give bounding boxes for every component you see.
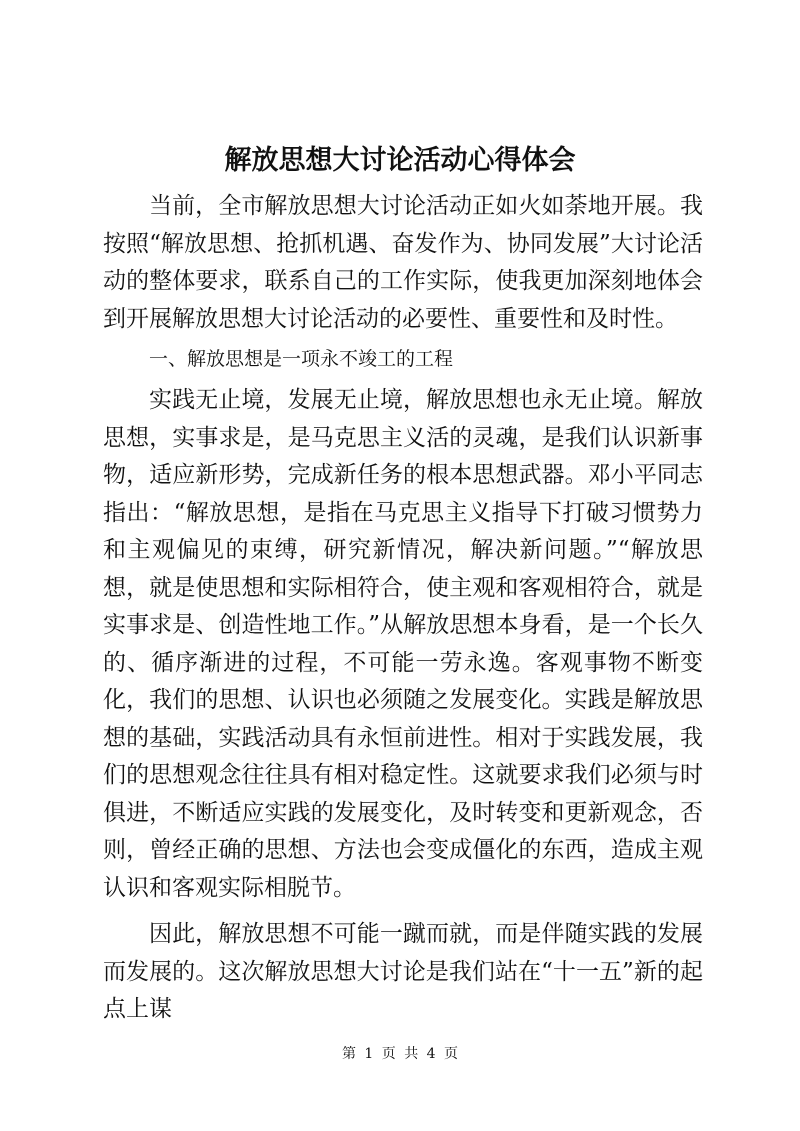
document-body (103, 188, 703, 1029)
body-paragraph-2: 因此，解放思想不可能一蹴而就，而是伴随实践的发展而发展的。这次解放思想大讨论是我们站在“十一五”新的起点上谋 (103, 921, 703, 1022)
document-title: 解放思想大讨论活动心得体会 (224, 145, 576, 176)
body-paragraph-1: 实践无止境，发展无止境，解放思想也永无止境。解放思想，实事求是，是马克思主义活的灵魂，是我们认识新事物，适应新形势，完成新任务的根本思想武器。邓小平同志指出：“解放思想，是指在马克思主义指导下打破习惯势力和主观偏见的束缚，研究新情况，解决新问题。”“解放思想，就是使思想和实际相符合，使主观和客观相符合，就是实事求是、创造性地工作。”从解放思想本身看，是一个长久的、循序渐进的过程，不可能一劳永逸。客观事物不断变化，我们的思想、认识也必须随之发展变化。实践是解放思想的基础，实践活动具有永恒前进性。相对于实践发展，我们的思想观念往往具有相对稳定性。这就要求我们必须与时俱进，不断适应实践的发展变化，及时转变和更新观念，否则，曾经正确的思想、方法也会变成僵化的东西，造成主观认识和客观实际相脱节。 (103, 387, 703, 901)
section-heading-1: 一、解放思想是一项永不竣工的工程 (149, 348, 454, 370)
intro-paragraph: 当前，全市解放思想大讨论活动正如火如荼地开展。我按照“解放思想、抢抓机遇、奋发作为、协同发展”大讨论活动的整体要求，联系自己的工作实际，使我更加深刻地体会到开展解放思想大讨论活动的必要性、重要性和及时性。 (103, 193, 703, 332)
page-footer: 第 1 页 共 4 页 (341, 1046, 459, 1062)
paragraph-gap (103, 907, 703, 916)
